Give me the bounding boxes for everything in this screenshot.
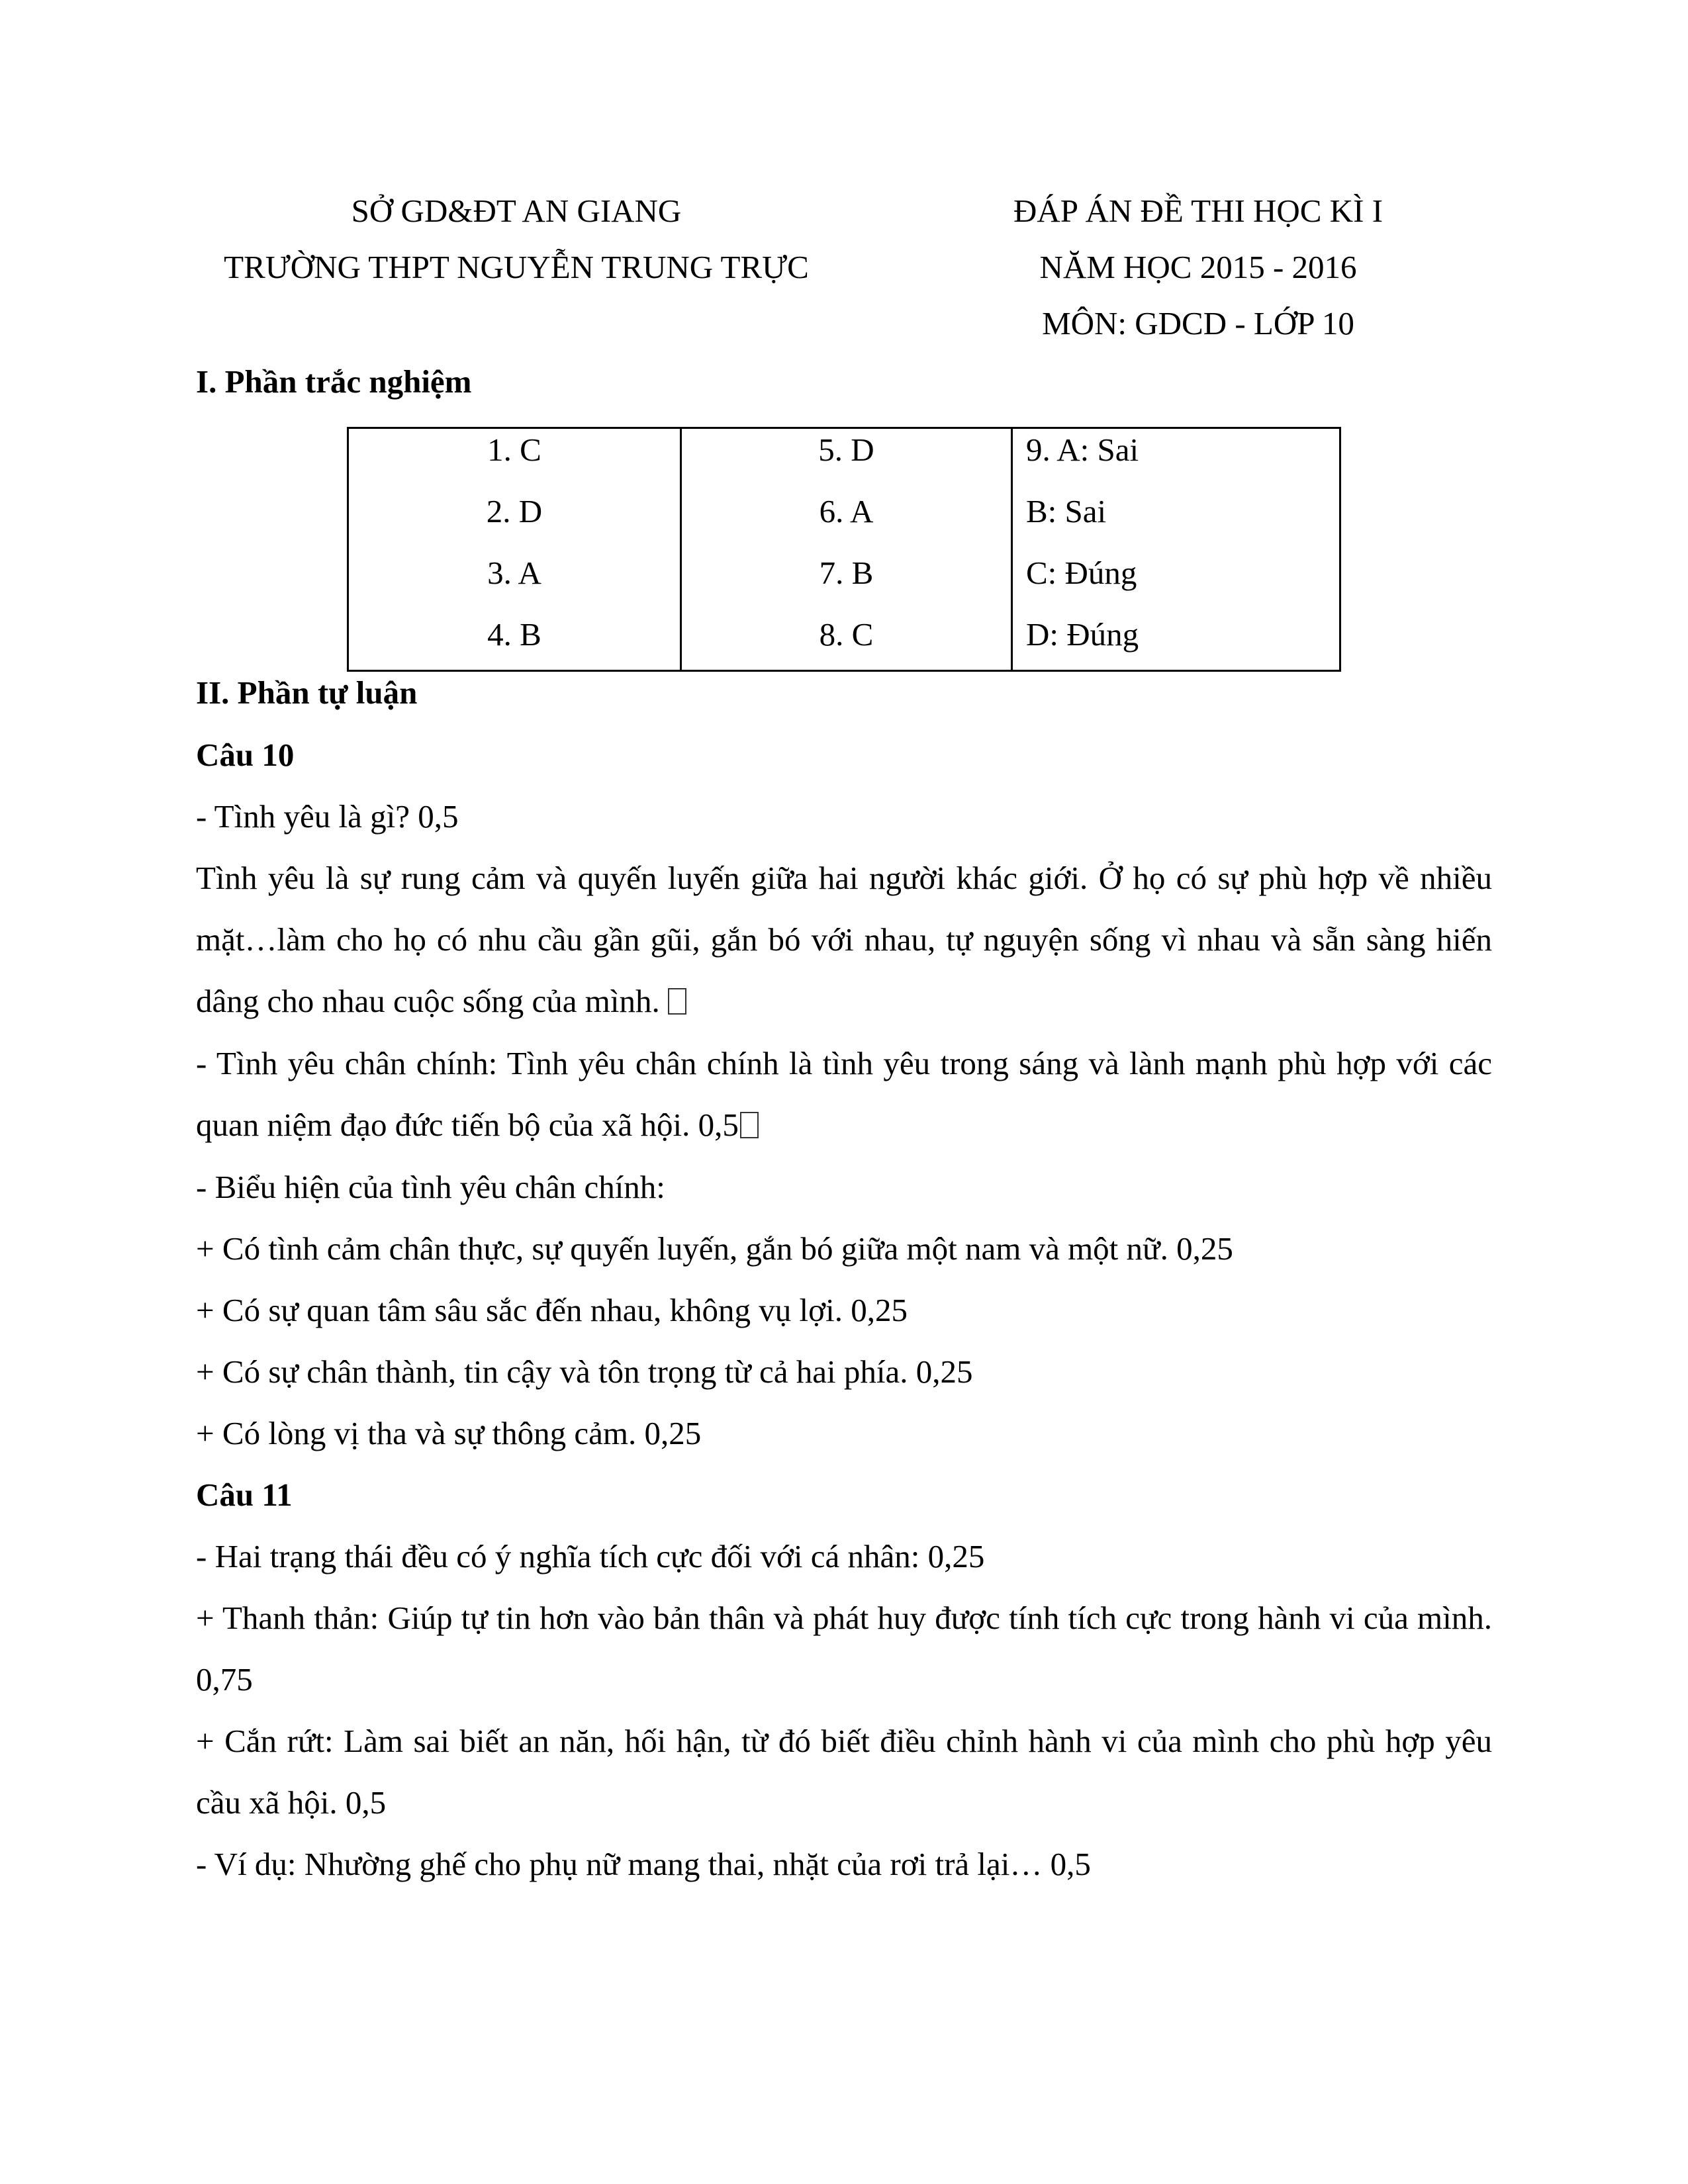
q10-line-3: + Có tình cảm chân thực, sự quyến luyến, gắn bó giữa một nam và một nữ. 0,25 bbox=[196, 1230, 1233, 1267]
q11-paragraph-1: + Thanh thản: Giúp tự tin hơn vào bản thân và phát huy được tính tích cực trong hành vi của mình. 0,75 bbox=[196, 1600, 1492, 1698]
q10-line-2: - Biểu hiện của tình yêu chân chính: bbox=[196, 1169, 665, 1205]
q10-paragraph-2 bbox=[196, 1032, 1492, 1156]
answer-cell: C: Đúng bbox=[1026, 555, 1137, 591]
q10-line-5: + Có sự chân thành, tin cậy và tôn trọng từ cả hai phía. 0,25 bbox=[196, 1353, 973, 1390]
answer-cell: 8. C bbox=[819, 616, 874, 653]
q11-line-2: - Ví dụ: Nhường ghế cho phụ nữ mang thai, nhặt của rơi trả lại… 0,5 bbox=[196, 1846, 1091, 1882]
school-department: SỞ GD&ĐT AN GIANG bbox=[351, 193, 682, 229]
answer-cell: 6. A bbox=[819, 493, 874, 529]
question-10-title: Câu 10 bbox=[196, 737, 295, 773]
answer-cell: 9. A: Sai bbox=[1026, 432, 1139, 468]
q11-line-1: - Hai trạng thái đều có ý nghĩa tích cực đối với cá nhân: 0,25 bbox=[196, 1538, 985, 1574]
answer-cell: 4. B bbox=[487, 616, 541, 653]
q10-line-1: - Tình yêu là gì? 0,5 bbox=[196, 798, 459, 835]
answer-cell: 1. C bbox=[487, 432, 541, 468]
answer-cell: 2. D bbox=[486, 493, 543, 529]
q10-line-4: + Có sự quan tâm sâu sắc đến nhau, không vụ lợi. 0,25 bbox=[196, 1292, 908, 1328]
school-name: TRƯỜNG THPT NGUYỄN TRUNG TRỰC bbox=[224, 249, 809, 285]
q10-line-6: + Có lòng vị tha và sự thông cảm. 0,25 bbox=[196, 1415, 702, 1451]
answer-cell: 5. D bbox=[818, 432, 874, 468]
answer-cell: 3. A bbox=[487, 555, 541, 591]
question-11-title: Câu 11 bbox=[196, 1477, 293, 1513]
answer-cell: B: Sai bbox=[1026, 493, 1107, 529]
section-2-title: II. Phần tự luận bbox=[196, 674, 418, 711]
exam-title: ĐÁP ÁN ĐỀ THI HỌC KÌ I bbox=[1013, 193, 1383, 229]
q10-paragraph-1 bbox=[196, 847, 1492, 1032]
answer-cell: D: Đúng bbox=[1026, 616, 1139, 653]
school-year: NĂM HỌC 2015 - 2016 bbox=[1039, 249, 1357, 285]
answer-column-1 bbox=[349, 429, 680, 670]
q11-paragraph-2: + Cắn rứt: Làm sai biết an năn, hối hận, từ đó biết điều chỉnh hành vi của mình cho phù hợp yêu cầu xã hội. 0,5 bbox=[196, 1723, 1492, 1821]
missing-glyph-icon bbox=[668, 988, 686, 1015]
answer-column-3 bbox=[1011, 429, 1339, 670]
answer-cell: 7. B bbox=[819, 555, 874, 591]
answer-column-2 bbox=[680, 429, 1011, 670]
missing-glyph-icon bbox=[740, 1112, 759, 1138]
section-1-title: I. Phần trắc nghiệm bbox=[196, 363, 472, 400]
q10-paragraph-1-text: Tình yêu là sự rung cảm và quyến luyến giữa hai người khác giới. Ở họ có sự phù hợp về nhiều mặt…làm cho họ có nhu cầu gần gũi, gắn bó với nhau, tự nguyện sống vì nhau và sẵn sàng hiến dâng cho nhau cuộc sống của mình. bbox=[196, 860, 1492, 1019]
subject-grade: MÔN: GDCD - LỚP 10 bbox=[1042, 305, 1354, 341]
answer-table bbox=[347, 427, 1341, 672]
q10-paragraph-2-text: - Tình yêu chân chính: Tình yêu chân chính là tình yêu trong sáng và lành mạnh phù hợp với các quan niệm đạo đức tiến bộ của xã hội. 0,5 bbox=[196, 1045, 1492, 1143]
